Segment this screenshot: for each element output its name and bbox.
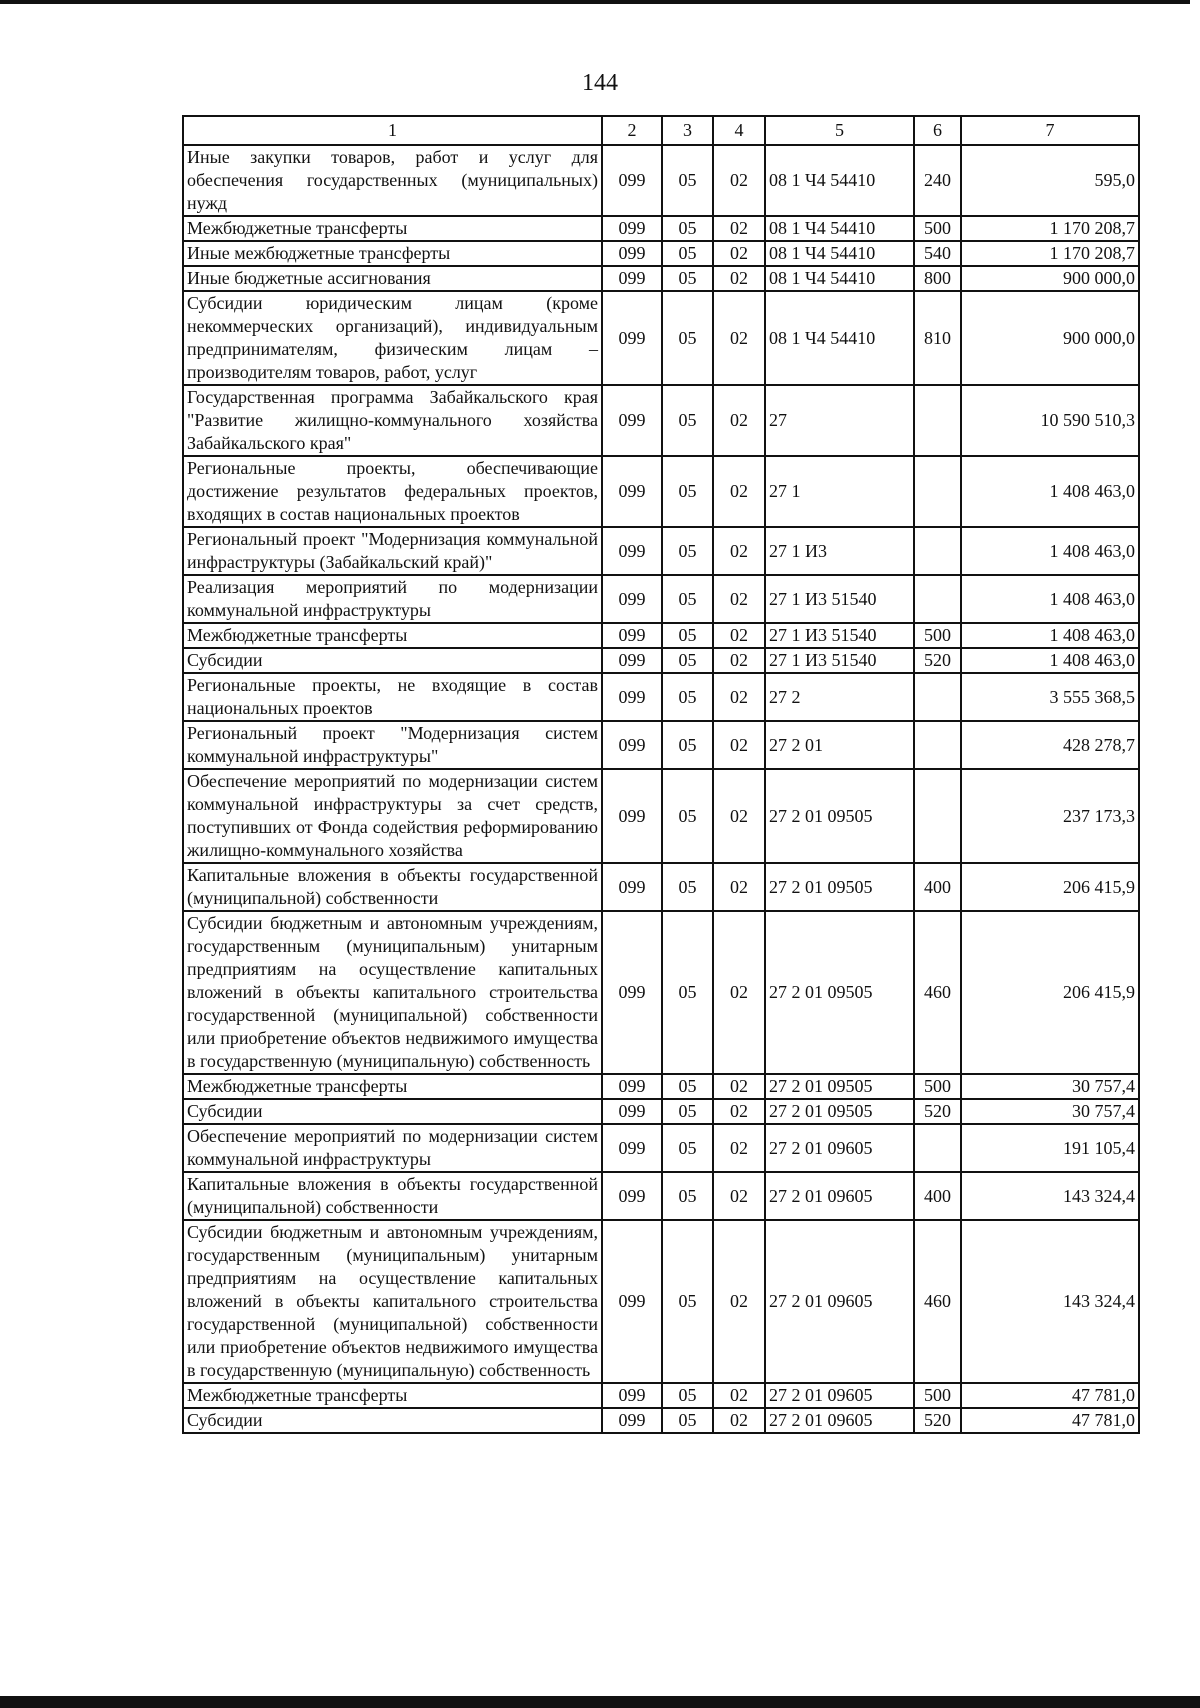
- row-amount-cell: 900 000,0: [961, 291, 1139, 385]
- row-name-cell: Межбюджетные трансферты: [183, 1074, 602, 1099]
- row-name-cell: Обеспечение мероприятий по модернизации систем коммунальной инфраструктуры за счет средств, поступивших от Фонда содействия реформированию жилищно-коммунального хозяйства: [183, 769, 602, 863]
- row-code-3-cell: 05: [662, 769, 713, 863]
- row-name-cell: Государственная программа Забайкальского края "Развитие жилищно-коммунального хозяйства Забайкальского края": [183, 385, 602, 456]
- table-row: [183, 1383, 1139, 1408]
- row-name-cell: Межбюджетные трансферты: [183, 216, 602, 241]
- row-name-cell: Субсидии: [183, 1099, 602, 1124]
- row-name-cell: Капитальные вложения в объекты государственной (муниципальной) собственности: [183, 863, 602, 911]
- row-code-4-cell: 02: [713, 266, 765, 291]
- row-code-3-cell: 05: [662, 1220, 713, 1383]
- row-code-2-cell: 099: [602, 1408, 662, 1433]
- row-code-3-cell: 05: [662, 456, 713, 527]
- row-code-2-cell: 099: [602, 911, 662, 1074]
- bottom-scan-border: [0, 1696, 1200, 1708]
- row-amount-cell: 47 781,0: [961, 1383, 1139, 1408]
- row-code-3-cell: 05: [662, 266, 713, 291]
- table-row: [183, 575, 1139, 623]
- row-code-4-cell: 02: [713, 721, 765, 769]
- row-amount-cell: 30 757,4: [961, 1099, 1139, 1124]
- table-row: [183, 1220, 1139, 1383]
- table-row: [183, 145, 1139, 216]
- row-amount-cell: 1 408 463,0: [961, 623, 1139, 648]
- row-name-cell: Межбюджетные трансферты: [183, 623, 602, 648]
- row-code-3-cell: 05: [662, 385, 713, 456]
- row-code-2-cell: 099: [602, 623, 662, 648]
- row-code-2-cell: 099: [602, 266, 662, 291]
- row-code-5-cell: 27 2 01 09605: [765, 1408, 914, 1433]
- row-code-3-cell: 05: [662, 527, 713, 575]
- row-code-2-cell: 099: [602, 145, 662, 216]
- row-code-5-cell: 27 2: [765, 673, 914, 721]
- table-row: [183, 266, 1139, 291]
- row-amount-cell: 143 324,4: [961, 1172, 1139, 1220]
- row-code-5-cell: 27 2 01 09505: [765, 1074, 914, 1099]
- row-code-5-cell: 27 2 01 09605: [765, 1124, 914, 1172]
- row-code-5-cell: 08 1 Ч4 54410: [765, 291, 914, 385]
- table-row: [183, 291, 1139, 385]
- table-header-row: [183, 116, 1139, 145]
- row-code-3-cell: 05: [662, 911, 713, 1074]
- row-name-cell: Иные закупки товаров, работ и услуг для обеспечения государственных (муниципальных) нужд: [183, 145, 602, 216]
- row-code-4-cell: 02: [713, 673, 765, 721]
- row-amount-cell: 143 324,4: [961, 1220, 1139, 1383]
- row-code-4-cell: 02: [713, 1408, 765, 1433]
- row-code-6-cell: 520: [914, 1099, 961, 1124]
- row-code-2-cell: 099: [602, 527, 662, 575]
- row-code-6-cell: 810: [914, 291, 961, 385]
- row-code-6-cell: [914, 575, 961, 623]
- table-row: [183, 1099, 1139, 1124]
- row-code-3-cell: 05: [662, 216, 713, 241]
- row-code-2-cell: 099: [602, 216, 662, 241]
- row-code-3-cell: 05: [662, 1124, 713, 1172]
- row-code-6-cell: 520: [914, 1408, 961, 1433]
- row-code-6-cell: 500: [914, 1383, 961, 1408]
- top-scan-border: [0, 0, 1190, 4]
- row-code-4-cell: 02: [713, 575, 765, 623]
- row-code-5-cell: 27 2 01 09505: [765, 769, 914, 863]
- row-code-5-cell: 27 2 01 09605: [765, 1383, 914, 1408]
- row-name-cell: Субсидии бюджетным и автономным учреждениям, государственным (муниципальным) унитарным предприятиям на осуществление капитальных вложений в объекты капитального строительства государственной (муниципальной) собственности или приобретение объектов недвижимого имущества в государственную (муниципальную) собственность: [183, 1220, 602, 1383]
- row-code-3-cell: 05: [662, 1099, 713, 1124]
- row-amount-cell: 206 415,9: [961, 911, 1139, 1074]
- row-code-6-cell: [914, 673, 961, 721]
- row-name-cell: Иные бюджетные ассигнования: [183, 266, 602, 291]
- row-code-3-cell: 05: [662, 1074, 713, 1099]
- row-name-cell: Региональные проекты, обеспечивающие достижение результатов федеральных проектов, входящих в состав национальных проектов: [183, 456, 602, 527]
- row-code-5-cell: 27 2 01 09605: [765, 1220, 914, 1383]
- row-amount-cell: 900 000,0: [961, 266, 1139, 291]
- row-code-5-cell: 27 1 И3 51540: [765, 575, 914, 623]
- row-code-4-cell: 02: [713, 291, 765, 385]
- row-name-cell: Межбюджетные трансферты: [183, 1383, 602, 1408]
- row-code-5-cell: 27 2 01: [765, 721, 914, 769]
- table-row: [183, 1172, 1139, 1220]
- row-code-4-cell: 02: [713, 1074, 765, 1099]
- row-code-5-cell: 27 1 И3: [765, 527, 914, 575]
- budget-table: [182, 115, 1140, 1434]
- row-code-4-cell: 02: [713, 527, 765, 575]
- row-code-5-cell: 08 1 Ч4 54410: [765, 145, 914, 216]
- table-row: [183, 456, 1139, 527]
- table-row: [183, 769, 1139, 863]
- column-header: 4: [713, 116, 765, 145]
- row-code-5-cell: 08 1 Ч4 54410: [765, 216, 914, 241]
- column-header: 1: [183, 116, 602, 145]
- row-code-3-cell: 05: [662, 291, 713, 385]
- row-code-6-cell: 460: [914, 911, 961, 1074]
- row-code-4-cell: 02: [713, 623, 765, 648]
- row-amount-cell: 1 408 463,0: [961, 456, 1139, 527]
- row-name-cell: Региональный проект "Модернизация коммунальной инфраструктуры (Забайкальский край)": [183, 527, 602, 575]
- row-name-cell: Субсидии юридическим лицам (кроме некоммерческих организаций), индивидуальным предпринимателям, физическим лицам – производителям товаров, работ, услуг: [183, 291, 602, 385]
- row-code-5-cell: 27 2 01 09605: [765, 1172, 914, 1220]
- row-amount-cell: 3 555 368,5: [961, 673, 1139, 721]
- row-code-4-cell: 02: [713, 385, 765, 456]
- row-code-2-cell: 099: [602, 385, 662, 456]
- row-code-2-cell: 099: [602, 241, 662, 266]
- row-amount-cell: 595,0: [961, 145, 1139, 216]
- row-name-cell: Субсидии: [183, 1408, 602, 1433]
- row-code-5-cell: 27 1 И3 51540: [765, 623, 914, 648]
- row-code-6-cell: 460: [914, 1220, 961, 1383]
- row-code-6-cell: 240: [914, 145, 961, 216]
- row-code-4-cell: 02: [713, 216, 765, 241]
- row-code-6-cell: 400: [914, 1172, 961, 1220]
- row-code-6-cell: 520: [914, 648, 961, 673]
- row-code-6-cell: [914, 527, 961, 575]
- row-code-6-cell: 540: [914, 241, 961, 266]
- table-row: [183, 863, 1139, 911]
- row-amount-cell: 237 173,3: [961, 769, 1139, 863]
- row-code-2-cell: 099: [602, 575, 662, 623]
- row-code-6-cell: [914, 385, 961, 456]
- row-code-6-cell: [914, 721, 961, 769]
- row-code-2-cell: 099: [602, 456, 662, 527]
- column-header: 2: [602, 116, 662, 145]
- column-header: 3: [662, 116, 713, 145]
- row-code-6-cell: 400: [914, 863, 961, 911]
- table-row: [183, 1408, 1139, 1433]
- table-row: [183, 721, 1139, 769]
- row-code-3-cell: 05: [662, 241, 713, 266]
- row-name-cell: Капитальные вложения в объекты государственной (муниципальной) собственности: [183, 1172, 602, 1220]
- row-amount-cell: 1 170 208,7: [961, 216, 1139, 241]
- table-row: [183, 673, 1139, 721]
- row-amount-cell: 428 278,7: [961, 721, 1139, 769]
- row-code-2-cell: 099: [602, 1172, 662, 1220]
- page-number: 144: [582, 70, 618, 96]
- table-row: [183, 241, 1139, 266]
- row-code-5-cell: 08 1 Ч4 54410: [765, 241, 914, 266]
- row-name-cell: Обеспечение мероприятий по модернизации систем коммунальной инфраструктуры: [183, 1124, 602, 1172]
- row-code-3-cell: 05: [662, 1172, 713, 1220]
- column-header: 6: [914, 116, 961, 145]
- row-code-2-cell: 099: [602, 721, 662, 769]
- row-name-cell: Субсидии бюджетным и автономным учреждениям, государственным (муниципальным) унитарным предприятиям на осуществление капитальных вложений в объекты капитального строительства государственной (муниципальной) собственности или приобретение объектов недвижимого имущества в государственную (муниципальную) собственность: [183, 911, 602, 1074]
- row-code-3-cell: 05: [662, 1408, 713, 1433]
- row-code-4-cell: 02: [713, 1124, 765, 1172]
- row-code-6-cell: [914, 769, 961, 863]
- row-code-5-cell: 27 2 01 09505: [765, 863, 914, 911]
- row-amount-cell: 30 757,4: [961, 1074, 1139, 1099]
- row-amount-cell: 47 781,0: [961, 1408, 1139, 1433]
- row-code-2-cell: 099: [602, 1099, 662, 1124]
- row-code-4-cell: 02: [713, 648, 765, 673]
- table-row: [183, 216, 1139, 241]
- row-code-3-cell: 05: [662, 145, 713, 216]
- row-name-cell: Иные межбюджетные трансферты: [183, 241, 602, 266]
- row-code-3-cell: 05: [662, 863, 713, 911]
- row-amount-cell: 206 415,9: [961, 863, 1139, 911]
- row-name-cell: Региональные проекты, не входящие в состав национальных проектов: [183, 673, 602, 721]
- row-code-3-cell: 05: [662, 721, 713, 769]
- row-code-2-cell: 099: [602, 863, 662, 911]
- row-code-5-cell: 08 1 Ч4 54410: [765, 266, 914, 291]
- row-code-5-cell: 27 2 01 09505: [765, 1099, 914, 1124]
- row-code-3-cell: 05: [662, 1383, 713, 1408]
- row-amount-cell: 191 105,4: [961, 1124, 1139, 1172]
- row-amount-cell: 1 170 208,7: [961, 241, 1139, 266]
- row-amount-cell: 10 590 510,3: [961, 385, 1139, 456]
- row-code-2-cell: 099: [602, 1074, 662, 1099]
- row-code-2-cell: 099: [602, 673, 662, 721]
- table-row: [183, 648, 1139, 673]
- row-code-5-cell: 27 2 01 09505: [765, 911, 914, 1074]
- row-code-4-cell: 02: [713, 863, 765, 911]
- row-code-2-cell: 099: [602, 769, 662, 863]
- row-code-4-cell: 02: [713, 241, 765, 266]
- table-row: [183, 1074, 1139, 1099]
- row-code-3-cell: 05: [662, 648, 713, 673]
- table-row: [183, 623, 1139, 648]
- row-code-2-cell: 099: [602, 1124, 662, 1172]
- row-code-4-cell: 02: [713, 456, 765, 527]
- row-code-6-cell: 500: [914, 623, 961, 648]
- row-code-2-cell: 099: [602, 1383, 662, 1408]
- row-code-5-cell: 27 1: [765, 456, 914, 527]
- row-name-cell: Реализация мероприятий по модернизации коммунальной инфраструктуры: [183, 575, 602, 623]
- row-code-6-cell: [914, 1124, 961, 1172]
- row-code-6-cell: 500: [914, 1074, 961, 1099]
- row-code-3-cell: 05: [662, 623, 713, 648]
- table-row: [183, 385, 1139, 456]
- row-code-2-cell: 099: [602, 648, 662, 673]
- row-code-3-cell: 05: [662, 575, 713, 623]
- row-code-6-cell: 500: [914, 216, 961, 241]
- row-amount-cell: 1 408 463,0: [961, 575, 1139, 623]
- row-amount-cell: 1 408 463,0: [961, 648, 1139, 673]
- table-row: [183, 911, 1139, 1074]
- table-row: [183, 527, 1139, 575]
- table-row: [183, 1124, 1139, 1172]
- row-code-4-cell: 02: [713, 911, 765, 1074]
- row-code-4-cell: 02: [713, 145, 765, 216]
- row-code-6-cell: 800: [914, 266, 961, 291]
- column-header: 7: [961, 116, 1139, 145]
- row-code-2-cell: 099: [602, 1220, 662, 1383]
- column-header: 5: [765, 116, 914, 145]
- row-code-4-cell: 02: [713, 769, 765, 863]
- row-code-4-cell: 02: [713, 1383, 765, 1408]
- row-name-cell: Региональный проект "Модернизация систем коммунальной инфраструктуры": [183, 721, 602, 769]
- row-code-4-cell: 02: [713, 1220, 765, 1383]
- row-code-3-cell: 05: [662, 673, 713, 721]
- row-code-6-cell: [914, 456, 961, 527]
- row-code-5-cell: 27 1 И3 51540: [765, 648, 914, 673]
- row-amount-cell: 1 408 463,0: [961, 527, 1139, 575]
- row-code-4-cell: 02: [713, 1099, 765, 1124]
- table-body: [183, 145, 1139, 1433]
- row-code-4-cell: 02: [713, 1172, 765, 1220]
- row-code-2-cell: 099: [602, 291, 662, 385]
- row-name-cell: Субсидии: [183, 648, 602, 673]
- row-code-5-cell: 27: [765, 385, 914, 456]
